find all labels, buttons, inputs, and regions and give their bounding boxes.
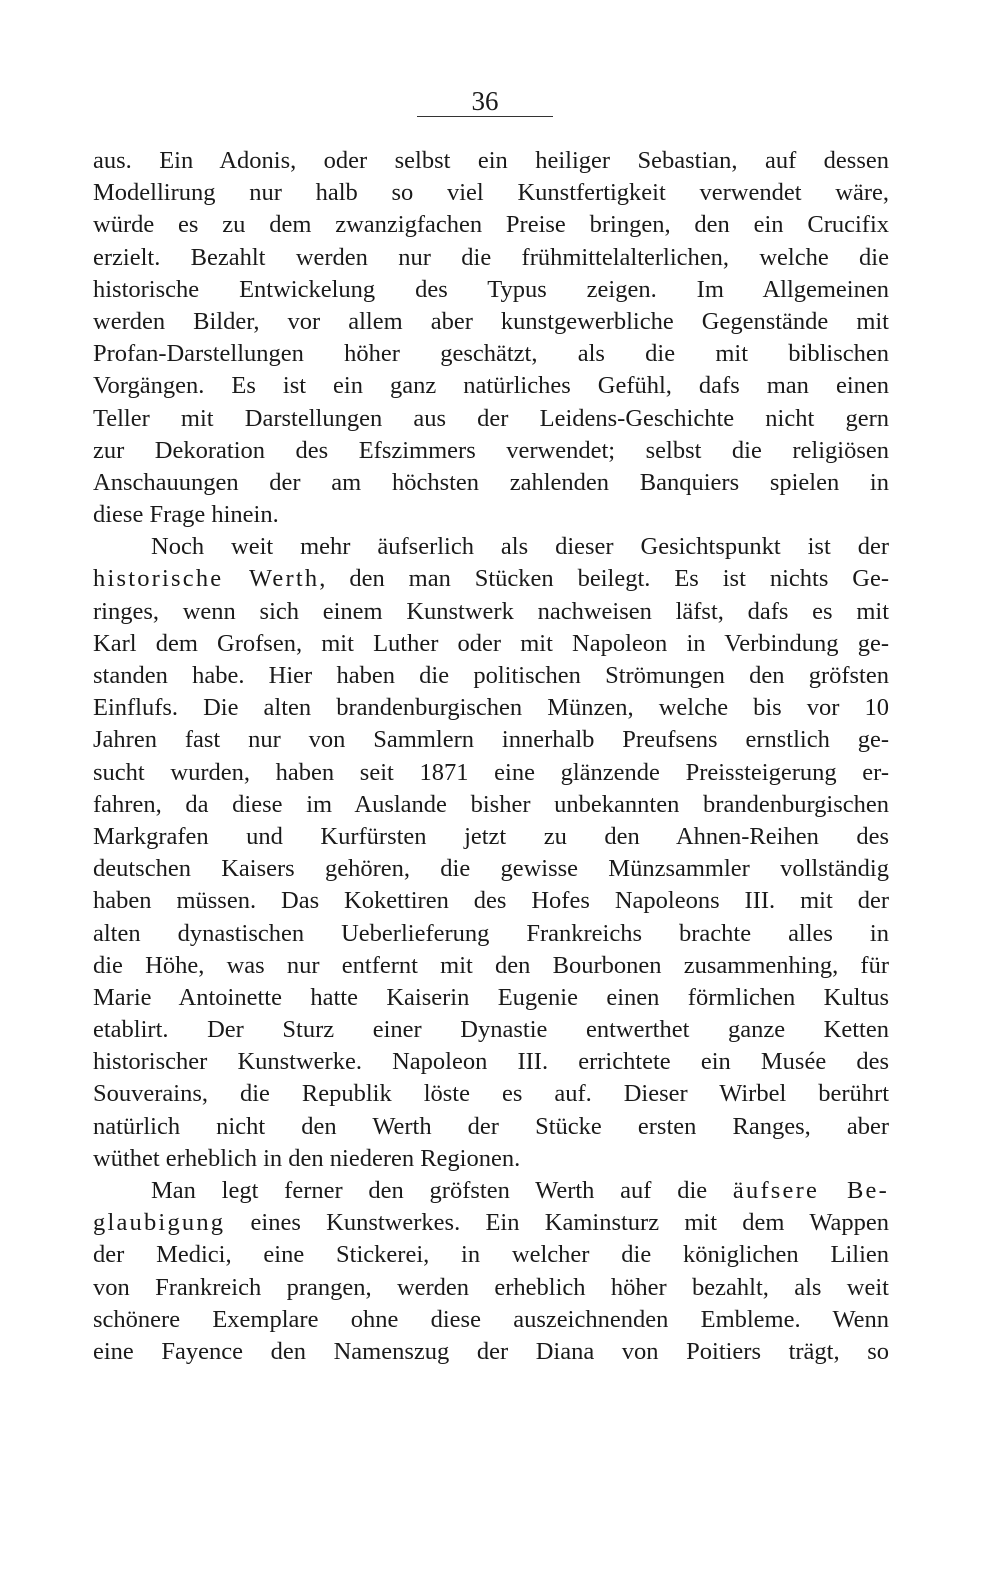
text-line: historische Entwickelung des Typus zeigen. Im Allgemeinen [93, 275, 889, 303]
text-line: würde es zu dem zwanzigfachen Preise bringen, den ein Crucifix [93, 211, 889, 239]
paragraph-end-line: diese Frage hinein. [93, 501, 279, 529]
page-number: 36 [471, 86, 499, 116]
text-line: Vorgängen. Es ist ein ganz natürliches Gefühl, dafs man einen [93, 372, 889, 400]
paragraph-start-line: Man legt ferner den gröfsten Werth auf die äufsere Be- [151, 1177, 889, 1204]
text-line: Einflufs. Die alten brandenburgischen Münzen, welche bis vor 10 [93, 694, 889, 722]
text-line: Karl dem Grofsen, mit Luther oder mit Napoleon in Verbindung ge- [93, 629, 889, 657]
emphasized-phrase: historische Werth [93, 565, 320, 593]
text-line: eine Fayence den Namenszug der Diana von Poitiers trägt, so [93, 1337, 889, 1365]
text-line: Souverains, die Republik löste es auf. Dieser Wirbel berührt [93, 1080, 889, 1108]
text-line: historische Werth, den man Stücken beilegt. Es ist nichts Ge- [93, 565, 889, 593]
text-line: die Höhe, was nur entfernt mit den Bourbonen zusammenhing, für [93, 951, 889, 979]
text-line: Anschauungen der am höchsten zahlenden Banquiers spielen in [93, 468, 889, 496]
paragraph-start-line: Noch weit mehr äufserlich als dieser Gesichtspunkt ist der [151, 533, 889, 561]
text-line: natürlich nicht den Werth der Stücke ersten Ranges, aber [93, 1112, 889, 1140]
header-rule [417, 116, 553, 117]
emphasized-phrase: glaubigung [93, 1209, 226, 1237]
text-line: etablirt. Der Sturz einer Dynastie entwerthet ganze Ketten [93, 1016, 889, 1044]
text-line: haben müssen. Das Kokettiren des Hofes Napoleons III. mit der [93, 887, 889, 915]
text-line: standen habe. Hier haben die politischen Strömungen den gröfsten [93, 662, 889, 689]
page-header [410, 86, 560, 117]
text-line: von Frankreich prangen, werden erheblich höher bezahlt, als weit [93, 1273, 889, 1301]
text-line: Jahren fast nur von Sammlern innerhalb Preufsens ernstlich ge- [93, 726, 889, 754]
text-line: glaubigung eines Kunstwerkes. Ein Kaminsturz mit dem Wappen [93, 1209, 889, 1237]
text-line: historischer Kunstwerke. Napoleon III. errichtete ein Musée des [93, 1048, 889, 1076]
text-line: Modellirung nur halb so viel Kunstfertigkeit verwendet wäre, [93, 179, 889, 207]
text-line: deutschen Kaisers gehören, die gewisse Münzsammler vollständig [93, 855, 889, 883]
text-line: Profan-Darstellungen höher geschätzt, als die mit biblischen [93, 340, 889, 368]
paragraph-end-line: wüthet erheblich in den niederen Regionen. [93, 1144, 521, 1172]
text-line: Markgrafen und Kurfürsten jetzt zu den Ahnen-Reihen des [93, 822, 889, 850]
text-line: werden Bilder, vor allem aber kunstgewerbliche Gegenstände mit [93, 307, 889, 335]
text-line: erzielt. Bezahlt werden nur die frühmittelalterlichen, welche die [93, 243, 889, 271]
text-line: Marie Antoinette hatte Kaiserin Eugenie einen förmlichen Kultus [93, 983, 889, 1011]
body-text [93, 145, 889, 1368]
text-line: fahren, da diese im Auslande bisher unbekannten brandenburgischen [93, 790, 889, 818]
text-line: Teller mit Darstellungen aus der Leidens-Geschichte nicht gern [93, 404, 889, 432]
text-line: zur Dekoration des Efszimmers verwendet; selbst die religiösen [93, 436, 889, 464]
text-line: aus. Ein Adonis, oder selbst ein heiliger Sebastian, auf dessen [93, 147, 889, 174]
text-line: sucht wurden, haben seit 1871 eine glänzende Preissteigerung er- [93, 758, 889, 786]
text-line: der Medici, eine Stickerei, in welcher die königlichen Lilien [93, 1241, 889, 1269]
text-line: ringes, wenn sich einem Kunstwerk nachweisen läfst, dafs es mit [93, 597, 889, 625]
emphasized-phrase: äufsere Be- [732, 1177, 889, 1204]
text-line: schönere Exemplare ohne diese auszeichnenden Embleme. Wenn [93, 1305, 889, 1333]
text-line: alten dynastischen Ueberlieferung Frankreichs brachte alles in [93, 919, 889, 947]
